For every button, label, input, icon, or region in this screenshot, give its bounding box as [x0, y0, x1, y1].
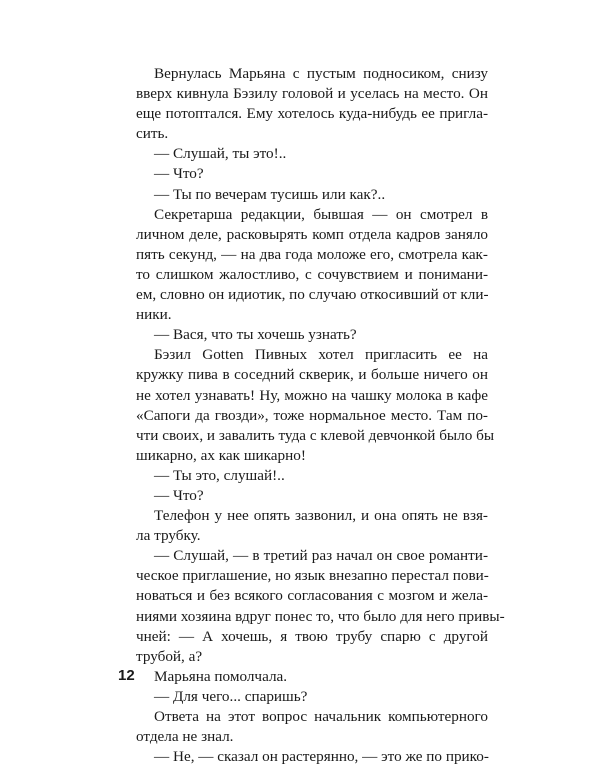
text-line: еще потоптался. Ему хотелось куда-нибудь ее пригла-: [136, 105, 488, 123]
text-line: ники.: [136, 306, 172, 324]
text-line: новаться и без всякого согласования с мозгом и жела-: [136, 587, 488, 605]
text-line: Вернулась Марьяна с пустым подносиком, снизу: [154, 65, 488, 82]
text-line: вверх кивнула Бэзилу головой и уселась на место. Он: [136, 85, 488, 103]
text-line: то слишком жалостливо, с сочувствием и понимани-: [136, 265, 488, 283]
text-line: — Вася, что ты хочешь узнать?: [154, 326, 357, 344]
body-text: [136, 64, 505, 767]
text-line: — Ты по вечерам тусишь или как?..: [154, 185, 386, 203]
text-line: — Для чего... спаришь?: [154, 687, 308, 705]
text-line: Ответа на этот вопрос начальник компьютерного: [154, 708, 488, 725]
text-line: ниями хозяина вдруг понес то, что было для него привы-: [136, 607, 505, 625]
text-line: отдела не знал.: [136, 728, 234, 746]
text-line: ем, словно он идиотик, по случаю откосивший от кли-: [136, 286, 489, 304]
text-line: ла трубку.: [136, 527, 201, 545]
text-line: чти своих, и завалить туда с клевой девчонкой было бы: [136, 426, 495, 444]
page-number: 12: [118, 667, 135, 684]
text-line: — Ты это, слушай!..: [154, 466, 285, 484]
text-line: ческое приглашение, но язык внезапно перестал пови-: [136, 567, 489, 585]
text-line: сить.: [136, 125, 169, 143]
text-line: чней: — А хочешь, я твою трубу спарю с другой: [136, 627, 488, 645]
text-line: кружку пива в соседний скверик, и больше ничего он: [136, 366, 488, 384]
text-line: Секретарша редакции, бывшая — он смотрел в: [154, 205, 488, 223]
text-line: — Что?: [154, 165, 204, 183]
text-line: — Слушай, ты это!..: [154, 145, 287, 163]
text-line: трубой, а?: [136, 647, 203, 665]
text-line: — Не, — сказал он растерянно, — это же по прико-: [154, 748, 489, 766]
text-line: — Что?: [154, 486, 204, 504]
text-line: личном деле, расковырять комп отдела кадров заняло: [136, 225, 488, 243]
text-line: «Сапоги да гвозди», тоже нормальное место. Там по-: [136, 406, 488, 424]
text-line: Марьяна помолчала.: [154, 667, 288, 685]
text-line: не хотел узнавать! Ну, можно на чашку молока в кафе: [136, 386, 488, 404]
text-line: Бэзил Gotten Пивных хотел пригласить ее на: [154, 346, 488, 364]
text-line: Телефон у нее опять зазвонил, и она опять не взя-: [154, 507, 488, 525]
text-line: шикарно, ах как шикарно!: [136, 446, 306, 464]
text-line: — Слушай, — в третий раз начал он свое романти-: [154, 547, 488, 565]
text-line: пять секунд, — на два года моложе его, смотрела как-: [136, 245, 488, 263]
